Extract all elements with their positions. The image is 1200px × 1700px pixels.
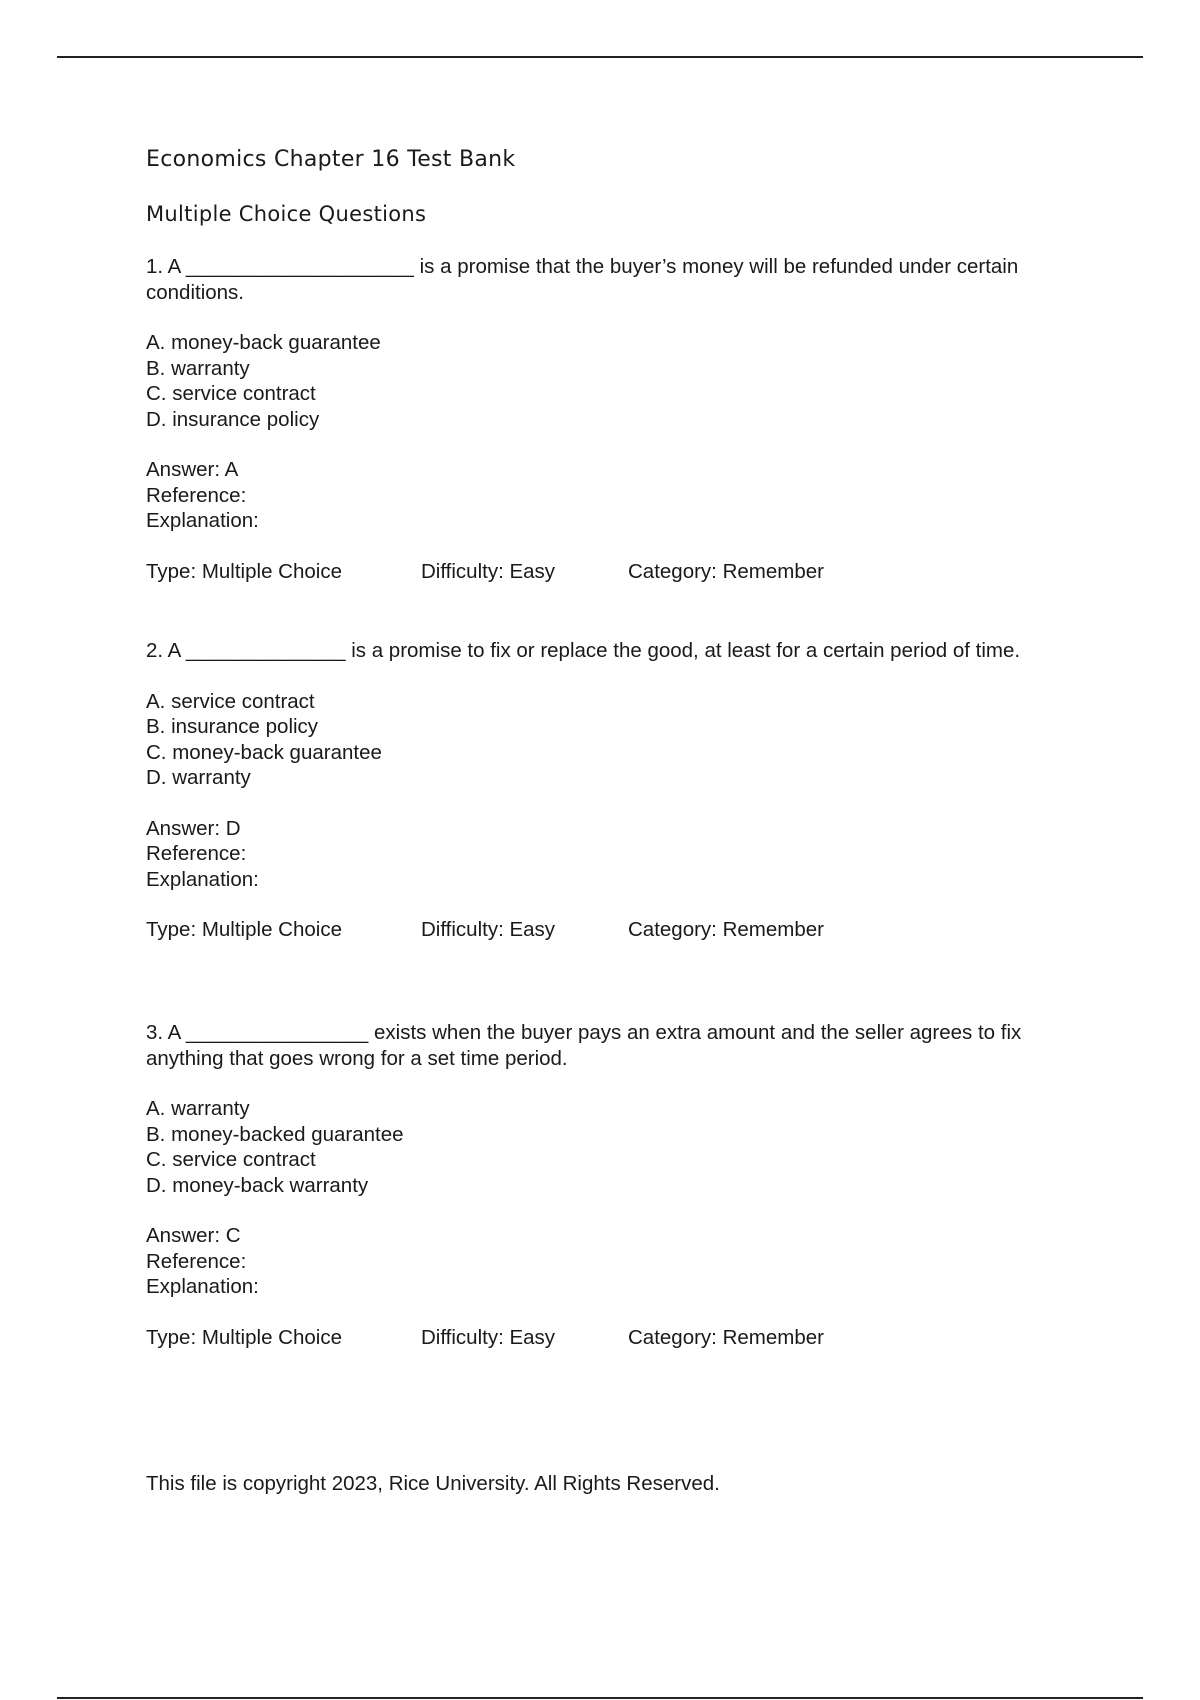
reference-line: Reference: xyxy=(146,1249,247,1273)
choice-item: D. warranty xyxy=(146,766,251,789)
answer-block xyxy=(146,816,1086,893)
question-3 xyxy=(146,1020,1086,1350)
top-rule xyxy=(57,56,1143,58)
explanation-line: Explanation: xyxy=(146,1275,259,1298)
choice-item: C. service contract xyxy=(146,1148,316,1171)
choice-item: A. money-back guarantee xyxy=(146,331,381,354)
category-tag: Category: Remember xyxy=(628,918,824,941)
choice-item: D. money-back warranty xyxy=(146,1173,369,1197)
question-tags xyxy=(146,559,1086,585)
reference-line: Reference: xyxy=(146,483,247,507)
category-tag: Category: Remember xyxy=(628,559,824,583)
difficulty-tag: Difficulty: Easy xyxy=(421,559,556,583)
choice-list xyxy=(146,689,1086,791)
bottom-rule xyxy=(57,1697,1143,1699)
explanation-line: Explanation: xyxy=(146,509,259,532)
question-2 xyxy=(146,638,1086,943)
type-tag: Type: Multiple Choice xyxy=(146,918,342,941)
answer-line: Answer: C xyxy=(146,1224,241,1247)
document-title: Economics Chapter 16 Test Bank xyxy=(146,147,516,172)
question-tags xyxy=(146,917,1086,943)
answer-line: Answer: A xyxy=(146,458,239,481)
reference-line: Reference: xyxy=(146,842,247,865)
question-tags xyxy=(146,1325,1086,1351)
answer-block xyxy=(146,1223,1086,1300)
difficulty-tag: Difficulty: Easy xyxy=(421,1325,556,1349)
type-tag: Type: Multiple Choice xyxy=(146,1325,342,1349)
choice-item: B. warranty xyxy=(146,356,250,380)
copyright-notice: This file is copyright 2023, Rice University. All Rights Reserved. xyxy=(146,1472,720,1495)
question-text: 2. A ______________ is a promise to fix or replace the good, at least for a certain period of time. xyxy=(146,639,1021,662)
question-1 xyxy=(146,254,1086,584)
choice-item: D. insurance policy xyxy=(146,407,320,431)
choice-item: C. service contract xyxy=(146,382,316,405)
choice-item: A. warranty xyxy=(146,1097,250,1120)
difficulty-tag: Difficulty: Easy xyxy=(421,918,556,941)
question-text: 1. A ____________________ is a promise that the buyer’s money will be refunded under certain conditions. xyxy=(146,255,1019,304)
choice-item: A. service contract xyxy=(146,689,315,713)
choice-item: B. money-backed guarantee xyxy=(146,1122,404,1146)
type-tag: Type: Multiple Choice xyxy=(146,559,342,583)
choice-list xyxy=(146,330,1086,432)
answer-block xyxy=(146,457,1086,534)
question-text: 3. A ________________ exists when the buyer pays an extra amount and the seller agrees to fix anything that goes wrong for a set time period. xyxy=(146,1021,1022,1070)
choice-item: C. money-back guarantee xyxy=(146,740,382,764)
choice-list xyxy=(146,1096,1086,1198)
section-title: Multiple Choice Questions xyxy=(146,202,427,226)
category-tag: Category: Remember xyxy=(628,1325,824,1349)
answer-line: Answer: D xyxy=(146,816,241,840)
choice-item: B. insurance policy xyxy=(146,715,319,738)
explanation-line: Explanation: xyxy=(146,867,259,891)
